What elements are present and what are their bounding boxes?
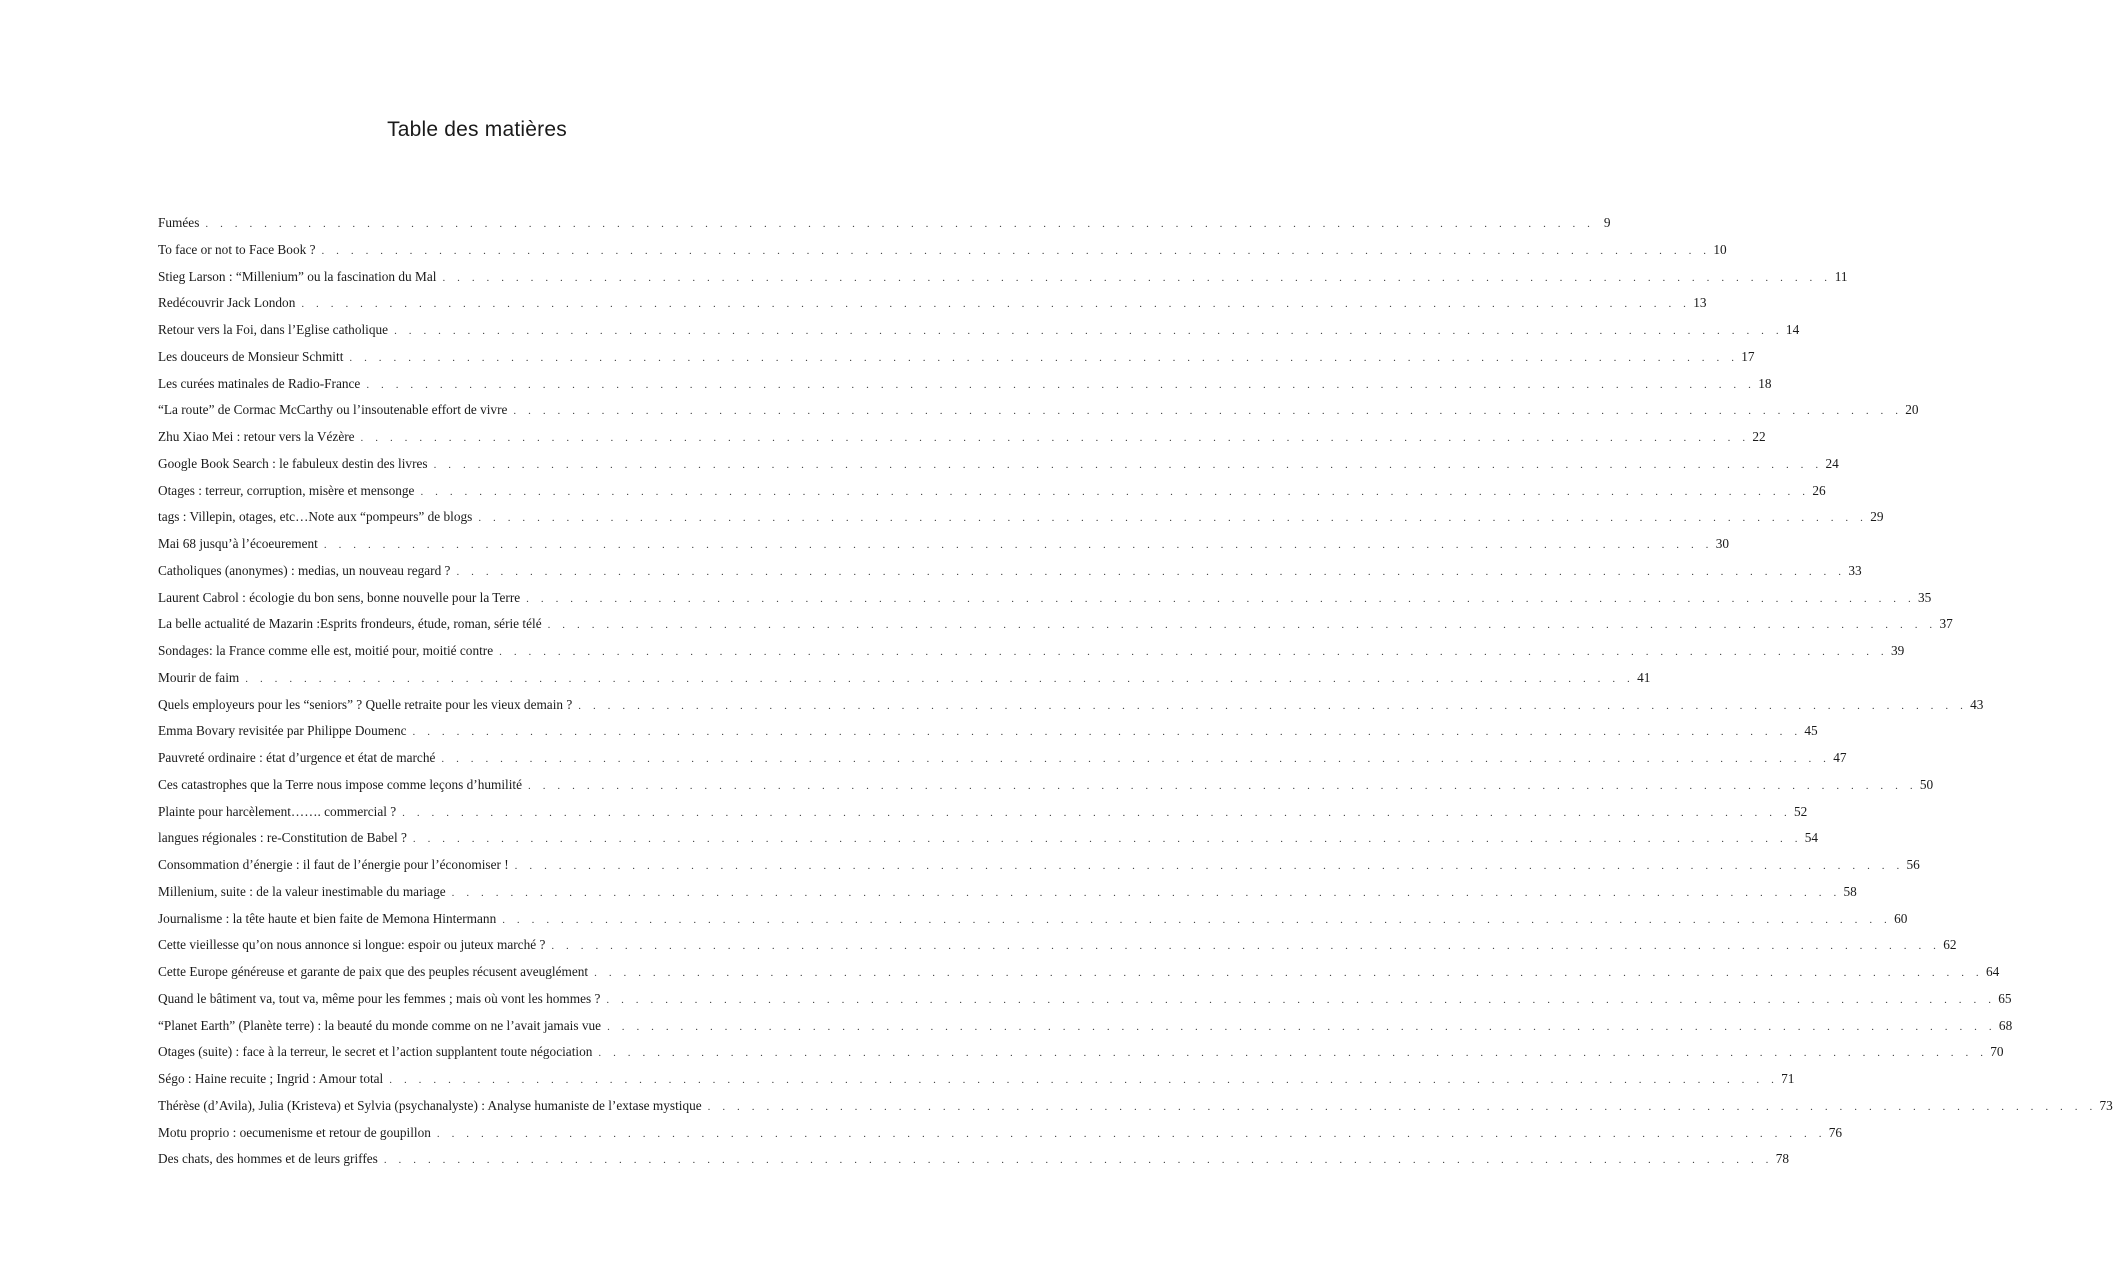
toc-entry[interactable]: [158, 558, 1862, 585]
toc-entry[interactable]: [158, 986, 2012, 1013]
toc-entry-page-number: 65: [1998, 990, 2012, 1006]
toc-entry-label: To face or not to Face Book ?: [158, 241, 316, 257]
toc-entry-page-number: 50: [1919, 776, 1934, 792]
toc-entry-page-number: 10: [1713, 241, 1727, 257]
toc-entry[interactable]: [158, 718, 1818, 745]
toc-dot-leader: [551, 933, 1940, 960]
toc-entry-label: Ségo : Haine recuite ; Ingrid : Amour total: [158, 1071, 384, 1086]
toc-dot-leader: [402, 800, 1791, 827]
toc-entry-page-number: 13: [1693, 295, 1707, 311]
toc-entry-page-number: 58: [1843, 883, 1857, 899]
toc-entry-label: Consommation d’énergie : il faut de l’énergie pour l’économiser !: [158, 857, 509, 872]
toc-entry-label: Des chats, des hommes et de leurs griffes: [158, 1151, 378, 1167]
toc-dot-leader: [361, 425, 1750, 452]
toc-entry-page-number: 56: [1906, 857, 1920, 872]
toc-dot-leader: [321, 238, 1710, 265]
toc-entry-page-number: 64: [1985, 964, 2000, 979]
toc-entry[interactable]: [158, 1146, 1789, 1173]
toc-entry[interactable]: [158, 237, 1727, 264]
toc-dot-leader: [413, 719, 1802, 746]
toc-entry-label: Fumées: [158, 215, 200, 230]
toc-entry-page-number: 35: [1918, 589, 1932, 605]
toc-entry[interactable]: [158, 932, 1957, 959]
toc-entry[interactable]: [158, 1066, 1795, 1093]
toc-entry-label: Sondages: la France comme elle est, moitié pour, moitié contre: [158, 643, 494, 658]
toc-entry-label: “Planet Earth” (Planète terre) : la beauté du monde comme on ne l’avait jamais vue: [158, 1017, 602, 1033]
toc-entry[interactable]: [158, 1039, 2004, 1066]
toc-entry[interactable]: [158, 1120, 1843, 1147]
toc-entry[interactable]: [158, 906, 1908, 933]
toc-entry-label: Les douceurs de Monsieur Schmitt: [158, 348, 344, 364]
toc-dot-leader: [513, 398, 1902, 425]
toc-entry-page-number: 54: [1804, 830, 1819, 846]
toc-dot-leader: [456, 559, 1845, 586]
toc-entry-page-number: 70: [1990, 1044, 2004, 1060]
toc-entry[interactable]: [158, 371, 1772, 398]
toc-dot-leader: [413, 826, 1802, 853]
toc-entry-page-number: 76: [1828, 1124, 1843, 1140]
toc-entry-page-number: 60: [1894, 910, 1908, 926]
toc-entry[interactable]: [158, 397, 1919, 424]
toc-entry[interactable]: [158, 799, 1808, 826]
toc-entry[interactable]: [158, 1093, 2113, 1120]
toc-entry-label: Otages (suite) : face à la terreur, le secret et l’action supplantent toute négociation: [158, 1044, 593, 1060]
toc-entry-page-number: 11: [1834, 268, 1848, 284]
toc-entry-label: Millenium, suite : de la valeur inestimable du mariage: [158, 883, 446, 899]
toc-entry-page-number: 47: [1833, 750, 1847, 765]
toc-entry[interactable]: [158, 692, 1984, 719]
toc-dot-leader: [205, 211, 1594, 238]
toc-entry[interactable]: [158, 504, 1884, 531]
toc-dot-leader: [324, 532, 1713, 559]
toc-entry[interactable]: [158, 531, 1730, 558]
toc-dot-leader: [708, 1094, 2097, 1121]
toc-dot-leader: [578, 693, 1967, 720]
toc-entry[interactable]: [158, 959, 2000, 986]
toc-entry-label: Zhu Xiao Mei : retour vers la Vézère: [158, 429, 355, 444]
toc-entry-page-number: 24: [1825, 455, 1839, 471]
toc-entry[interactable]: [158, 478, 1826, 505]
toc-dot-leader: [478, 505, 1867, 532]
toc-entry-page-number: 20: [1905, 402, 1919, 418]
toc-dot-leader: [420, 479, 1809, 506]
toc-entry-page-number: 37: [1939, 616, 1953, 632]
toc-entry-label: Journalisme : la tête haute et bien faite de Memona Hintermann: [158, 910, 497, 926]
toc-entry-label: langues régionales : re-Constitution de Babel ?: [158, 830, 407, 846]
toc-entry-page-number: 45: [1804, 723, 1818, 739]
toc-entry-page-number: 43: [1970, 696, 1984, 712]
toc-dot-leader: [434, 452, 1823, 479]
toc-entry-page-number: 41: [1637, 669, 1651, 685]
toc-dot-leader: [245, 666, 1634, 693]
toc-entry-page-number: 73: [2099, 1097, 2113, 1113]
toc-entry-label: Emma Bovary revisitée par Philippe Doumenc: [158, 723, 407, 739]
toc-entry-page-number: 9: [1603, 215, 1611, 230]
toc-entry-page-number: 14: [1785, 322, 1800, 337]
toc-entry[interactable]: [158, 451, 1839, 478]
toc-entry-page-number: 33: [1848, 562, 1862, 578]
toc-dot-leader: [301, 291, 1690, 318]
toc-entry-page-number: 17: [1741, 348, 1755, 364]
toc-dot-leader: [499, 639, 1888, 666]
toc-entry[interactable]: [158, 317, 1800, 344]
toc-entry[interactable]: [158, 424, 1766, 451]
toc-entry[interactable]: [158, 825, 1819, 852]
toc-entry[interactable]: [158, 344, 1755, 371]
toc-dot-leader: [607, 1014, 1996, 1041]
toc-entry-label: Ces catastrophes que la Terre nous impose comme leçons d’humilité: [158, 776, 523, 792]
toc-entry-label: Les curées matinales de Radio-France: [158, 375, 361, 391]
toc-entry-page-number: 52: [1794, 803, 1808, 819]
toc-entry-page-number: 30: [1715, 536, 1730, 551]
toc-entry-page-number: 62: [1943, 937, 1957, 953]
toc-entry-label: “La route” de Cormac McCarthy ou l’insoutenable effort de vivre: [158, 402, 508, 418]
toc-entry-label: Quels employeurs pour les “seniors” ? Quelle retraite pour les vieux demain ?: [158, 696, 573, 712]
toc-dot-leader: [528, 773, 1917, 800]
toc-entry-label: Google Book Search : le fabuleux destin des livres: [158, 455, 428, 471]
toc-entry-page-number: 29: [1870, 509, 1884, 525]
toc-entry-page-number: 68: [1998, 1017, 2013, 1033]
toc-entry-label: Mourir de faim: [158, 669, 240, 685]
toc-entry-label: Quand le bâtiment va, tout va, même pour les femmes ; mais où vont les hommes ?: [158, 990, 601, 1006]
toc-entry[interactable]: [158, 852, 1920, 879]
toc-entry-label: Pauvreté ordinaire : état d’urgence et état de marché: [158, 750, 436, 765]
toc-entry-label: Cette vieillesse qu’on nous annonce si longue: espoir ou juteux marché ?: [158, 937, 546, 953]
toc-list: [158, 210, 2113, 1173]
toc-dot-leader: [594, 960, 1983, 987]
toc-entry-page-number: 18: [1758, 375, 1772, 391]
toc-dot-leader: [384, 1147, 1773, 1174]
toc-dot-leader: [598, 1040, 1987, 1067]
toc-dot-leader: [441, 746, 1830, 773]
toc-entry-page-number: 22: [1752, 429, 1766, 444]
toc-entry[interactable]: [158, 772, 1934, 799]
toc-dot-leader: [437, 1121, 1826, 1148]
toc-entry-label: La belle actualité de Mazarin :Esprits frondeurs, étude, roman, série télé: [158, 616, 542, 632]
toc-entry[interactable]: [158, 879, 1857, 906]
toc-entry[interactable]: [158, 1013, 2013, 1040]
toc-entry[interactable]: [158, 210, 1611, 237]
toc-entry-page-number: 26: [1812, 482, 1826, 498]
toc-entry[interactable]: [158, 745, 1847, 772]
toc-dot-leader: [394, 318, 1783, 345]
page-title: Table des matières: [387, 118, 567, 141]
toc-entry-label: Laurent Cabrol : écologie du bon sens, bonne nouvelle pour la Terre: [158, 589, 521, 605]
toc-dot-leader: [502, 907, 1891, 934]
toc-entry-label: Redécouvrir Jack London: [158, 295, 296, 311]
toc-dot-leader: [548, 612, 1937, 639]
toc-entry[interactable]: [158, 611, 1953, 638]
toc-dot-leader: [452, 880, 1841, 907]
toc-entry-page-number: 71: [1781, 1071, 1795, 1086]
toc-entry[interactable]: [158, 665, 1651, 692]
toc-entry-label: Plainte pour harcèlement……. commercial ?: [158, 803, 397, 819]
toc-entry-label: Otages : terreur, corruption, misère et mensonge: [158, 482, 415, 498]
toc-entry-page-number: 78: [1775, 1151, 1789, 1167]
toc-entry-label: Retour vers la Foi, dans l’Eglise catholique: [158, 322, 389, 337]
toc-entry-label: Thérèse (d’Avila), Julia (Kristeva) et Sylvia (psychanalyste) : Analyse humaniste de l’extase mystique: [158, 1097, 702, 1113]
toc-entry[interactable]: [158, 585, 1932, 612]
toc-dot-leader: [349, 345, 1738, 372]
toc-entry-label: Catholiques (anonymes) : medias, un nouveau regard ?: [158, 562, 451, 578]
toc-entry[interactable]: [158, 290, 1707, 317]
toc-dot-leader: [389, 1067, 1778, 1094]
toc-dot-leader: [442, 265, 1831, 292]
toc-entry-label: Stieg Larson : “Millenium” ou la fascination du Mal: [158, 268, 437, 284]
toc-entry-label: Mai 68 jusqu’à l’écoeurement: [158, 536, 318, 551]
toc-entry-label: Motu proprio : oecumenisme et retour de goupillon: [158, 1124, 431, 1140]
toc-dot-leader: [606, 987, 1995, 1014]
toc-dot-leader: [366, 372, 1755, 399]
toc-entry[interactable]: [158, 638, 1905, 665]
toc-entry[interactable]: [158, 264, 1848, 291]
toc-dot-leader: [515, 853, 1904, 880]
toc-entry-label: Cette Europe généreuse et garante de paix que des peuples récusent aveuglément: [158, 964, 589, 979]
toc-entry-label: tags : Villepin, otages, etc…Note aux “pompeurs” de blogs: [158, 509, 473, 525]
toc-dot-leader: [526, 586, 1915, 613]
toc-entry-page-number: 39: [1890, 643, 1905, 658]
